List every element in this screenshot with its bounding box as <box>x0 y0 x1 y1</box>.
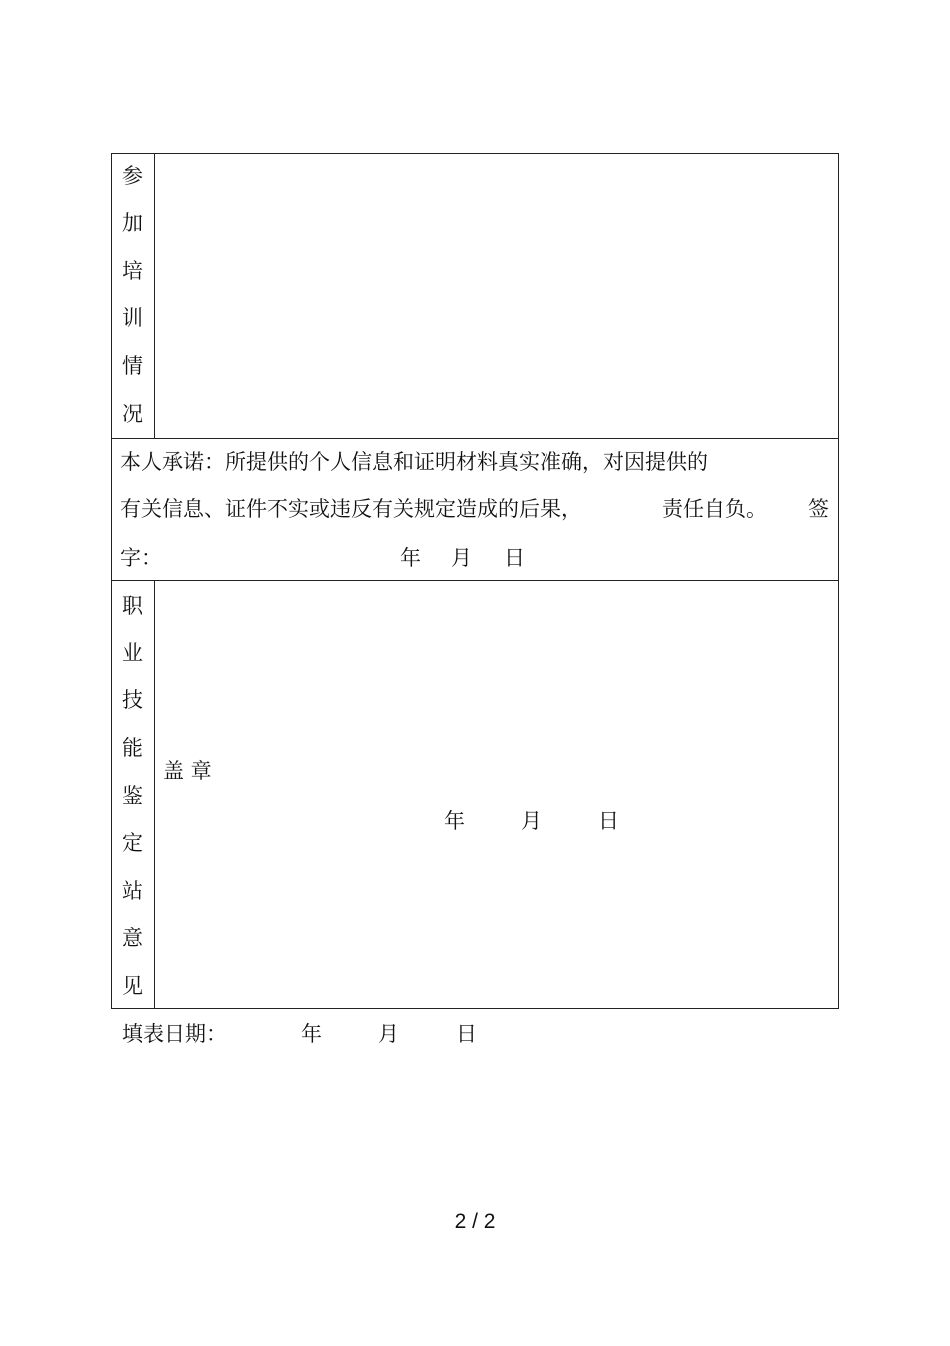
fill-date-year: 年 <box>301 1022 322 1046</box>
appraisal-label-char: 业 <box>122 641 143 665</box>
table-border-bottom <box>111 1008 839 1009</box>
appraisal-label-char: 鉴 <box>122 784 143 808</box>
page-number: 2 / 2 <box>454 1210 496 1233</box>
appraisal-label-char: 能 <box>122 736 143 760</box>
training-label-char: 训 <box>122 306 143 330</box>
appraisal-stamp-label: 盖 章 <box>163 759 212 783</box>
training-content-cell[interactable] <box>155 154 838 438</box>
fill-date-day: 日 <box>456 1022 477 1046</box>
training-label-char: 加 <box>122 211 143 235</box>
training-label-char: 情 <box>122 354 143 378</box>
pledge-text-line1: 本人承诺：所提供的个人信息和证明材料真实准确，对因提供的 <box>120 450 708 474</box>
pledge-text-responsibility: 责任自负。 <box>662 497 767 521</box>
training-label <box>111 153 154 438</box>
training-label-char: 况 <box>122 402 143 426</box>
fill-date-month: 月 <box>378 1022 399 1046</box>
table-border-right <box>838 153 839 1009</box>
appraisal-label-char: 职 <box>122 594 143 618</box>
pledge-sign-label: 字： <box>120 546 162 570</box>
appraisal-label-char: 定 <box>122 831 143 855</box>
appraisal-date-month: 月 <box>521 809 542 833</box>
pledge-date-day: 日 <box>504 546 525 570</box>
appraisal-label-char: 站 <box>122 879 143 903</box>
pledge-sign-char: 签 <box>808 497 829 521</box>
appraisal-date-year: 年 <box>444 809 465 833</box>
appraisal-label-char: 意 <box>122 926 143 950</box>
training-label-char: 参 <box>122 164 143 188</box>
training-label-char: 培 <box>122 259 143 283</box>
appraisal-label-char: 见 <box>122 974 143 998</box>
fill-date-label: 填表日期： <box>122 1022 227 1046</box>
appraisal-label-char: 技 <box>122 688 143 712</box>
appraisal-date-day: 日 <box>598 809 619 833</box>
table-divider-training <box>111 438 839 439</box>
pledge-date-month: 月 <box>451 546 472 570</box>
pledge-date-year: 年 <box>400 546 421 570</box>
appraisal-content-cell[interactable] <box>155 581 838 1008</box>
pledge-text-line2: 有关信息、证件不实或违反有关规定造成的后果， <box>120 497 582 521</box>
